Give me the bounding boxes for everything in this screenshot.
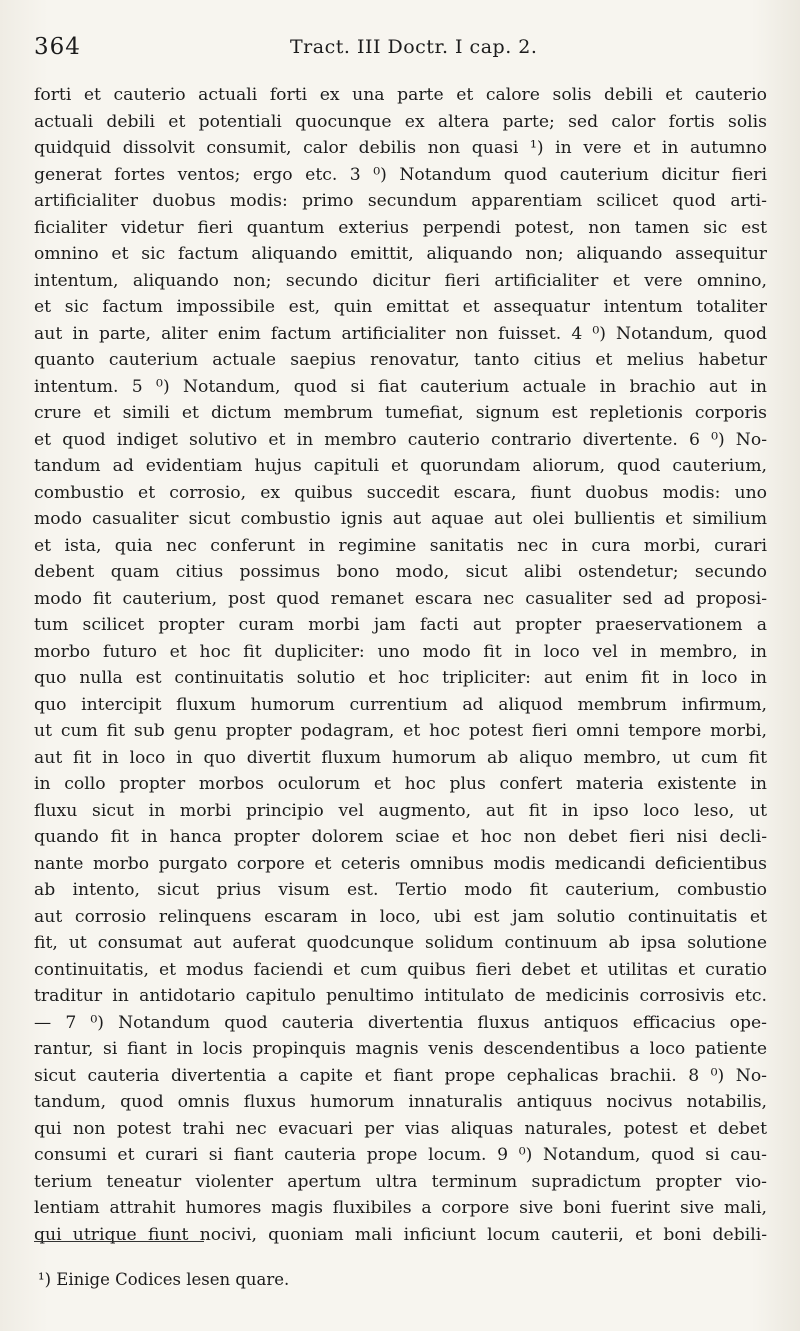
text-line: debent quam citius possimus bono modo, sicut alibi ostendetur; secundo xyxy=(34,562,767,582)
footnote-divider xyxy=(34,1241,204,1242)
text-line: generat fortes ventos; ergo etc. 3 ⁰) Notandum quod cauterium dicitur fieri xyxy=(34,164,767,185)
text-line: traditur in antidotario capitulo penultimo intitulato de medicinis corrosivis etc. xyxy=(34,986,767,1006)
text-line: sicut cauteria divertentia a capite et fiant prope cephalicas brachii. 8 ⁰) No- xyxy=(34,1065,767,1086)
page-number: 364 xyxy=(34,34,81,60)
text-line: fit, ut consumat aut auferat quodcunque solidum continuum ab ipsa solutione xyxy=(34,933,767,953)
text-line: ab intento, sicut prius visum est. Tertio modo fit cauterium, combustio xyxy=(34,880,767,900)
text-line: lentiam attrahit humores magis fluxibiles a corpore sive boni fuerint sive mali, xyxy=(34,1198,767,1218)
text-line: nante morbo purgato corpore et ceteris omnibus modis medicandi deficientibus xyxy=(34,853,767,874)
text-line: quanto cauterium actuale saepius renovatur, tanto citius et melius habetur xyxy=(34,350,767,370)
text-line: aut in parte, aliter enim factum artificialiter non fuisset. 4 ⁰) Notandum, quod xyxy=(34,323,767,344)
footnote: ¹) Einige Codices lesen quare. xyxy=(38,1270,290,1289)
text-line: ut cum fit sub genu propter podagram, et hoc potest fieri omni tempore morbi, xyxy=(34,721,767,741)
text-line: quo nulla est continuitatis solutio et hoc tripliciter: aut enim fit in loco in xyxy=(34,668,767,688)
text-line: qui utrique fiunt nocivi, quoniam mali inficiunt locum cauterii, et boni debili- xyxy=(34,1224,767,1245)
page-header xyxy=(30,34,770,70)
text-line: intentum. 5 ⁰) Notandum, quod si fiat cauterium actuale in brachio aut in xyxy=(34,376,767,397)
text-line: et ista, quia nec conferunt in regimine sanitatis nec in cura morbi, curari xyxy=(34,535,767,556)
text-line: modo fit cauterium, post quod remanet escara nec casualiter sed ad proposi- xyxy=(34,588,767,609)
text-line: consumi et curari si fiant cauteria prope locum. 9 ⁰) Notandum, quod si cau- xyxy=(34,1145,767,1165)
running-title: Tract. III Doctr. I cap. 2. xyxy=(290,36,538,58)
text-line: in collo propter morbos oculorum et hoc plus confert materia existente in xyxy=(34,774,767,794)
text-line: tandum, quod omnis fluxus humorum innaturalis antiquus nocivus notabilis, xyxy=(34,1092,767,1112)
text-line: tandum ad evidentiam hujus capituli et quorundam aliorum, quod cauterium, xyxy=(34,456,767,476)
text-line: qui non potest trahi nec evacuari per vias aliquas naturales, potest et debet xyxy=(34,1118,767,1139)
body-text xyxy=(34,82,767,1248)
text-line: omnino et sic factum aliquando emittit, aliquando non; aliquando assequitur xyxy=(34,244,767,264)
text-line: tum scilicet propter curam morbi jam facti aut propter praeservationem a xyxy=(34,615,767,635)
text-line: ficialiter videtur fieri quantum exterius perpendi potest, non tamen sic est xyxy=(34,217,767,238)
text-line: crure et simili et dictum membrum tumefiat, signum est repletionis corporis xyxy=(34,403,767,423)
text-line: aut fit in loco in quo divertit fluxum humorum ab aliquo membro, ut cum fit xyxy=(34,747,767,768)
text-line: artificialiter duobus modis: primo secundum apparentiam scilicet quod arti- xyxy=(34,191,767,211)
text-line: aut corrosio relinquens escaram in loco, ubi est jam solutio continuitatis et xyxy=(34,906,767,927)
text-line: continuitatis, et modus faciendi et cum quibus fieri debet et utilitas et curatio xyxy=(34,959,767,980)
text-line: et sic factum impossibile est, quin emittat et assequatur intentum totaliter xyxy=(34,297,767,317)
text-line: fluxu sicut in morbi principio vel augmento, aut fit in ipso loco leso, ut xyxy=(34,800,767,821)
text-line: quo intercipit fluxum humorum currentium ad aliquod membrum infirmum, xyxy=(34,694,767,715)
text-line: terium teneatur violenter apertum ultra terminum supradictum propter vio- xyxy=(34,1171,767,1192)
text-line: et quod indiget solutivo et in membro cauterio contrario divertente. 6 ⁰) No- xyxy=(34,429,767,450)
text-line: quidquid dissolvit consumit, calor debilis non quasi ¹) in vere et in autumno xyxy=(34,138,767,158)
text-line: rantur, si fiant in locis propinquis magnis venis descendentibus a loco patiente xyxy=(34,1039,767,1059)
text-line: actuali debili et potentiali quocunque ex altera parte; sed calor fortis solis xyxy=(34,111,767,132)
text-line: quando fit in hanca propter dolorem sciae et hoc non debet fieri nisi decli- xyxy=(34,827,767,847)
text-line: modo casualiter sicut combustio ignis aut aquae aut olei bullientis et similium xyxy=(34,509,767,529)
text-line: forti et cauterio actuali forti ex una parte et calore solis debili et cauterio xyxy=(34,85,767,105)
text-line: combustio et corrosio, ex quibus succedit escara, fiunt duobus modis: uno xyxy=(34,482,767,503)
text-line: morbo futuro et hoc fit dupliciter: uno modo fit in loco vel in membro, in xyxy=(34,641,767,662)
text-line: intentum, aliquando non; secundo dicitur fieri artificialiter et vere omnino, xyxy=(34,270,767,291)
text-line: — 7 ⁰) Notandum quod cauteria divertentia fluxus antiquos efficacius ope- xyxy=(34,1012,767,1033)
